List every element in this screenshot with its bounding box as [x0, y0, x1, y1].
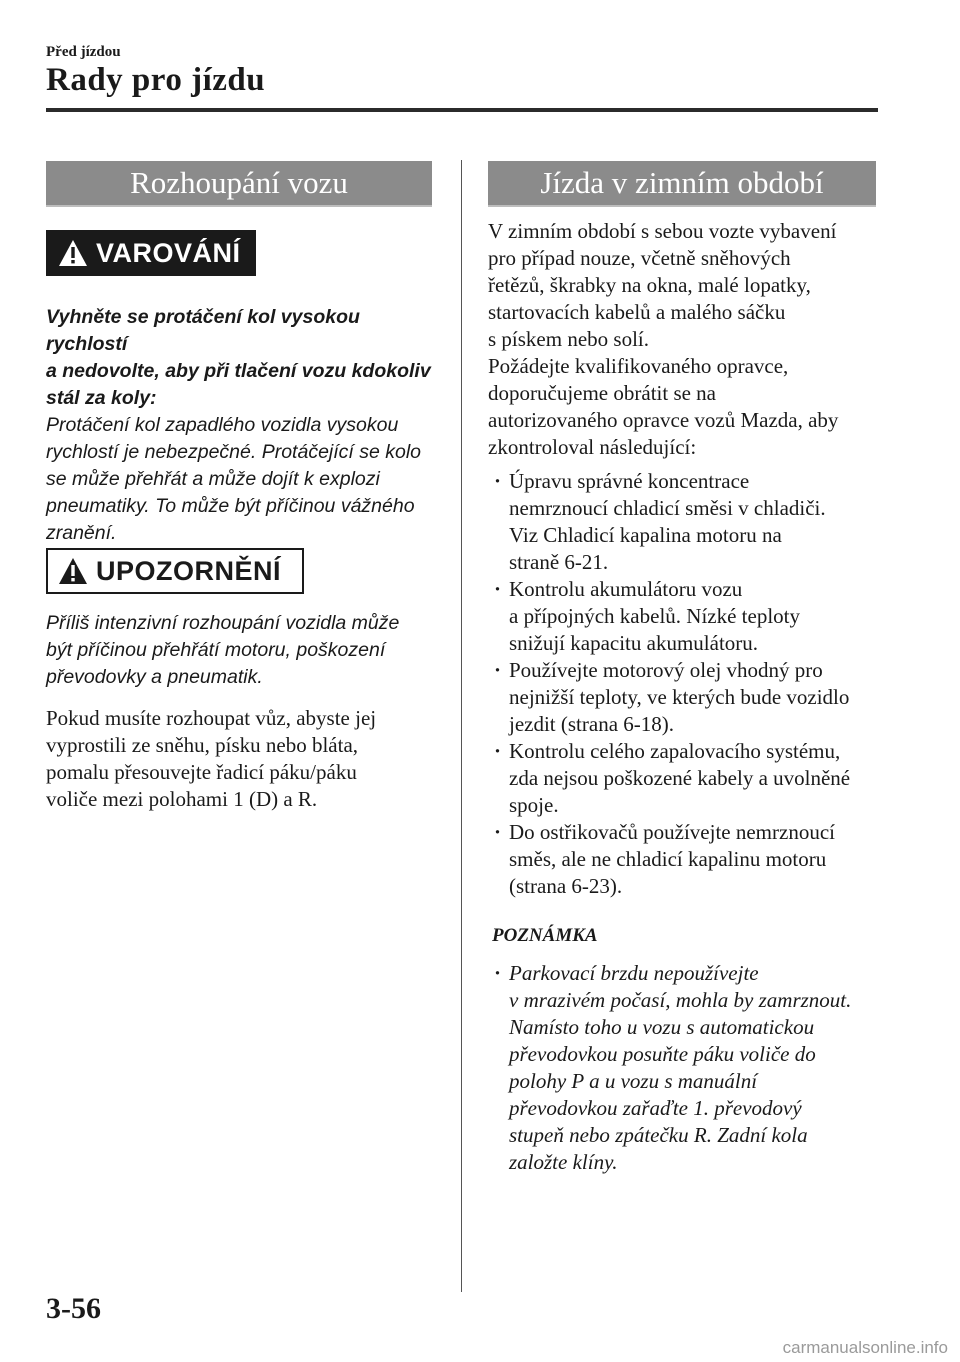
note-line: Namísto toho u vozu s automatickou: [509, 1015, 815, 1039]
list-item-line: nejnižší teploty, ve kterých bude vozidlo: [509, 685, 850, 709]
body-line: voliče mezi polohami 1 (D) a R.: [46, 787, 318, 811]
list-item-line: a přípojných kabelů. Nízké teploty: [509, 604, 800, 628]
header-divider: [46, 108, 878, 112]
check-list: [492, 468, 882, 900]
page-title: Rady pro jízdu: [46, 62, 266, 98]
list-item-line: zda nejsou poškozené kabely a uvolněné: [509, 766, 851, 790]
list-item-line: · Kontrolu akumulátoru vozu: [509, 577, 743, 601]
warning-line: rychlostí je nebezpečné. Protáčející se kolo: [46, 441, 422, 463]
intro-line: autorizovaného opravce vozů Mazda, aby: [488, 408, 839, 432]
section-label: Před jízdou: [46, 44, 121, 60]
caution-text: [46, 610, 438, 691]
caution-box: [46, 548, 304, 594]
caution-label: UPOZORNĚNÍ: [96, 555, 282, 586]
note-list: [492, 960, 882, 1176]
warning-line: zranění.: [46, 522, 117, 544]
warning-line: se může přehřát a může dojít k explozi: [46, 468, 380, 490]
warning-line: Protáčení kol zapadlého vozidla vysokou: [46, 414, 399, 436]
warning-bold-line: stál za koly:: [46, 387, 157, 409]
list-item-line: spoje.: [509, 793, 559, 817]
body-line: vyprostili ze sněhu, písku nebo bláta,: [46, 733, 359, 757]
warning-label: VAROVÁNÍ: [96, 237, 241, 268]
list-item-line: Viz Chladicí kapalina motoru na: [509, 523, 782, 547]
caution-line: být příčinou přehřátí motoru, poškození: [46, 639, 386, 661]
intro-line: zkontroloval následující:: [488, 435, 697, 459]
warning-box: [46, 230, 256, 276]
intro-line: s pískem nebo solí.: [488, 327, 649, 351]
list-item-line: · Kontrolu celého zapalovacího systému,: [509, 739, 841, 763]
list-item: [492, 657, 882, 738]
warning-bold-line: Vyhněte se protáčení kol vysokou rychlostí: [46, 306, 360, 355]
note-line: založte klíny.: [509, 1150, 618, 1174]
column-divider: [461, 160, 462, 1292]
note-line: převodovkou zařaďte 1. převodový: [509, 1096, 802, 1120]
list-item-line: · Do ostřikovačů používejte nemrznoucí: [509, 820, 835, 844]
list-item-line: nemrznoucí chladicí směsi v chladiči.: [509, 496, 826, 520]
note-line: · Parkovací brzdu nepoužívejte: [509, 961, 759, 985]
intro-line: startovacích kabelů a malého sáčku: [488, 300, 786, 324]
watermark: carmanualsonline.info: [782, 1338, 948, 1357]
warning-triangle-icon: [58, 239, 88, 267]
note-line: převodovkou posuňte páku voliče do: [509, 1042, 816, 1066]
note-line: v mrazivém počasí, mohla by zamrznout.: [509, 988, 852, 1012]
intro-line: řetězů, škrabky na okna, malé lopatky,: [488, 273, 811, 297]
warning-line: pneumatiky. To může být příčinou vážného: [46, 495, 415, 517]
note-title: POZNÁMKA: [492, 925, 598, 946]
note-item: [492, 960, 882, 1176]
list-item-line: · Úpravu správné koncentrace: [509, 469, 750, 493]
list-item-line: směs, ale ne chladicí kapalinu motoru: [509, 847, 827, 871]
list-item-line: (strana 6-23).: [509, 874, 623, 898]
note-line: polohy P a u vozu s manuální: [509, 1069, 758, 1093]
list-item: [492, 468, 882, 576]
body-line: pomalu přesouvejte řadicí páku/páku: [46, 760, 357, 784]
list-item: [492, 819, 882, 900]
intro-line: Požádejte kvalifikovaného opravce,: [488, 354, 789, 378]
page-number: 3-56: [46, 1292, 101, 1325]
warning-text: [46, 304, 438, 547]
intro-line: pro případ nouze, včetně sněhových: [488, 246, 791, 270]
intro-line: V zimním období s sebou vozte vybavení: [488, 219, 837, 243]
list-item-line: snižují kapacitu akumulátoru.: [509, 631, 759, 655]
caution-triangle-icon: [58, 557, 88, 585]
body-line: Pokud musíte rozhoupat vůz, abyste jej: [46, 706, 377, 730]
section-heading-rocking: Rozhoupání vozu: [46, 161, 432, 207]
list-item-line: straně 6-21.: [509, 550, 609, 574]
caution-line: Příliš intenzivní rozhoupání vozidla může: [46, 612, 400, 634]
list-item-line: jezdit (strana 6-18).: [509, 712, 675, 736]
winter-intro-text: [488, 218, 880, 461]
section-heading-winter: Jízda v zimním období: [488, 161, 876, 207]
rocking-body-text: [46, 705, 446, 813]
warning-bold-line: a nedovolte, aby při tlačení vozu kdokoliv: [46, 360, 431, 382]
list-item-line: · Používejte motorový olej vhodný pro: [509, 658, 823, 682]
intro-line: doporučujeme obrátit se na: [488, 381, 717, 405]
list-item: [492, 738, 882, 819]
caution-line: převodovky a pneumatik.: [46, 666, 263, 688]
list-item: [492, 576, 882, 657]
note-line: stupeň nebo zpátečku R. Zadní kola: [509, 1123, 808, 1147]
